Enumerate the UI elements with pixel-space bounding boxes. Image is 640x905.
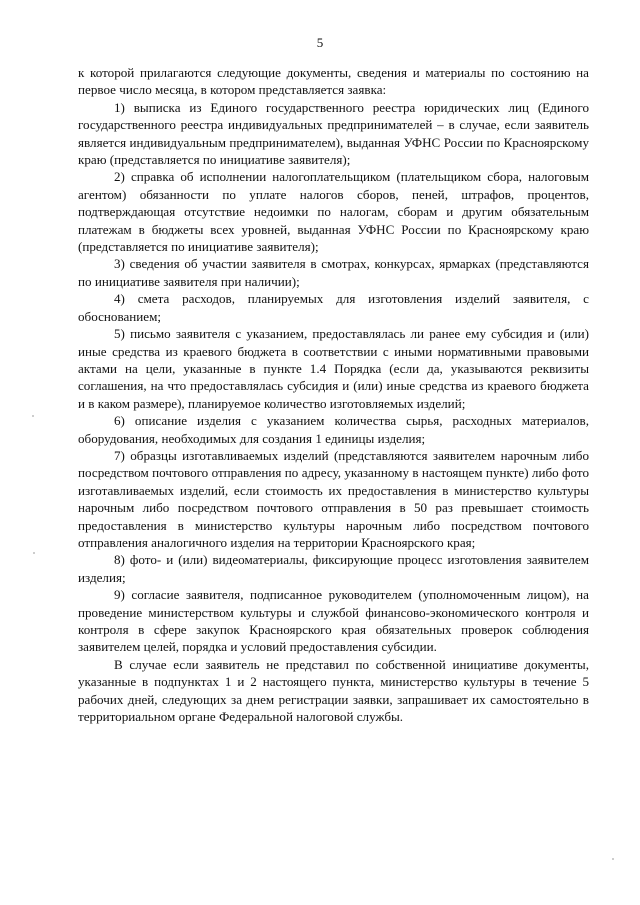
item-6-paragraph: 6) описание изделия с указанием количества сырья, расходных материалов, оборудования, необходимых для создания 1 единицы изделия; [78, 413, 589, 446]
document-body [78, 64, 589, 725]
scan-artifact-dot [32, 415, 34, 417]
closing-paragraph: В случае если заявитель не представил по собственной инициативе документы, указанные в подпунктах 1 и 2 настоящего пункта, министерство культуры в течение 5 рабочих дней, следующих за днем регистрации заявки, запрашивает их самостоятельно в территориальном органе Федеральной налоговой службы. [78, 656, 589, 725]
scan-artifact-dot [33, 552, 35, 554]
page-number: 5 [316, 35, 324, 50]
item-1-paragraph: 1) выписка из Единого государственного реестра юридических лиц (Единого государственного реестра индивидуальных предпринимателей – в случае, если заявитель является индивидуальным предпринимателем), выданная УФНС России по Красноярскому краю (представляется по инициативе заявителя); [78, 99, 589, 168]
item-5-paragraph: 5) письмо заявителя с указанием, предоставлялась ли ранее ему субсидия и (или) иные средства из краевого бюджета в соответствии с иными нормативными правовыми актами на цели, указанные в пункте 1.4 Порядка (если да, указываются реквизиты соглашения, на что предоставлялась субсидия и (или) иные средства из краевого бюджета и в каком размере), планируемое количество изготовляемых изделий; [78, 326, 589, 411]
item-3-paragraph: 3) сведения об участии заявителя в смотрах, конкурсах, ярмарках (представляются по инициативе заявителя при наличии); [78, 256, 589, 289]
scan-artifact-dot [612, 858, 614, 860]
item-2-paragraph: 2) справка об исполнении налогоплательщиком (плательщиком сбора, налоговым агентом) обязанности по уплате налогов сборов, пеней, штрафов, процентов, подтверждающая отсутствие недоимки по налогам, сборам и другим обязательным платежам в бюджеты всех уровней, выданная УФНС России по Красноярскому краю (представляется по инициативе заявителя); [78, 169, 589, 255]
intro-paragraph: к которой прилагаются следующие документы, сведения и материалы по состоянию на первое число месяца, в котором представляется заявка: [78, 65, 589, 98]
item-9-paragraph: 9) согласие заявителя, подписанное руководителем (уполномоченным лицом), на проведение министерством культуры и службой финансово-экономического контроля и контроля в сфере закупок Красноярского края обязательных проверок соблюдения заявителем целей, порядка и условий предоставления субсидии. [78, 587, 589, 655]
item-4-paragraph: 4) смета расходов, планируемых для изготовления изделий заявителя, с обоснованием; [78, 291, 589, 324]
item-8-paragraph: 8) фото- и (или) видеоматериалы, фиксирующие процесс изготовления заявителем изделия; [78, 552, 589, 585]
item-7-paragraph: 7) образцы изготавливаемых изделий (представляются заявителем нарочным либо посредством почтового отправления по адресу, указанному в настоящем пункте) либо фото изготавливаемых изделий, если стоимость их предоставления в министерство культуры нарочным либо посредством почтового отправления в 50 раз превышает стоимость предоставления в министерство культуры нарочным либо посредством почтового отправления аналогичного изделия на территории Красноярского края; [78, 447, 589, 550]
